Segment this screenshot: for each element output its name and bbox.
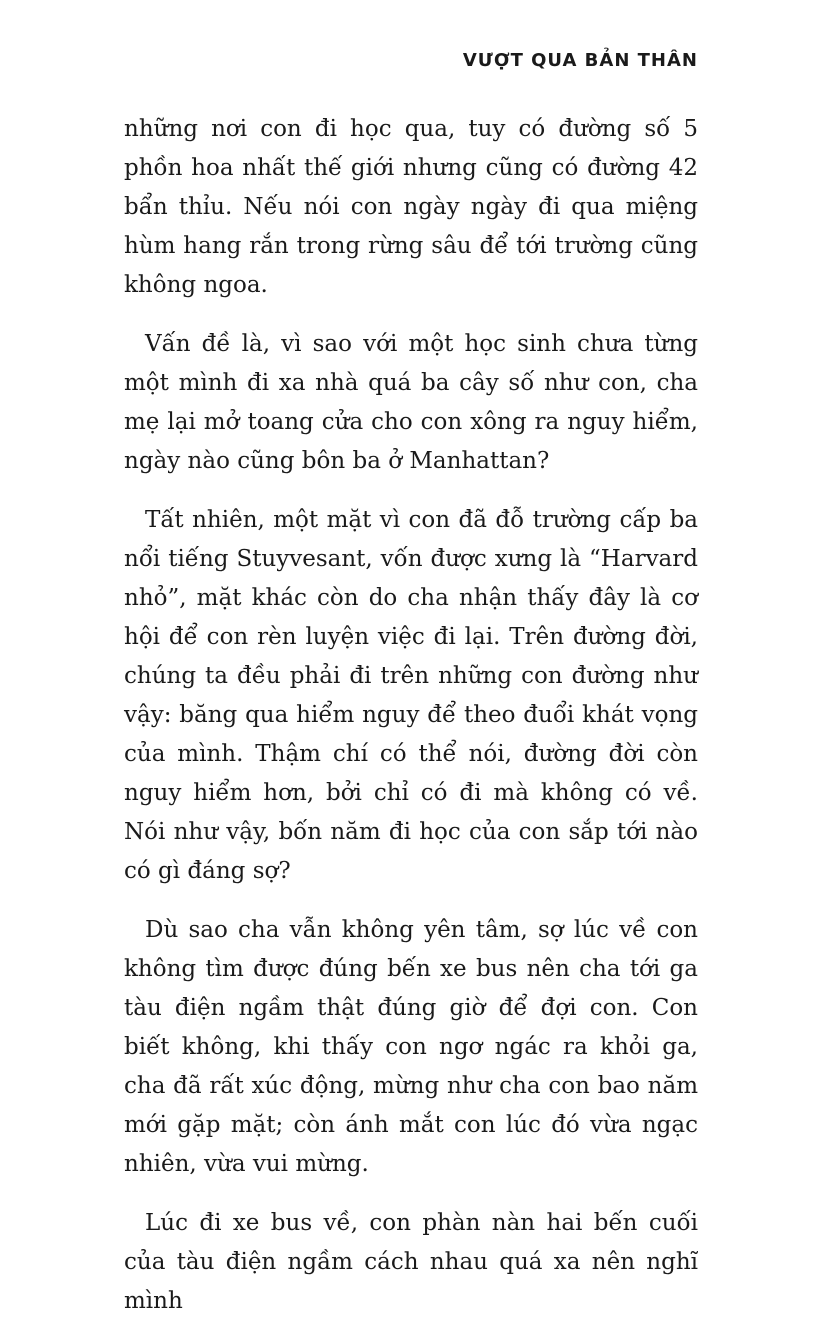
body-text [124, 110, 698, 1341]
running-header-title: VƯỢT QUA BẢN THÂN [462, 50, 698, 71]
paragraph: Dù sao cha vẫn không yên tâm, sợ lúc về con không tìm được đúng bến xe bus nên cha tới ga tàu điện ngầm thật đúng giờ để đợi con. Con biết không, khi thấy con ngơ ngác ra khỏi ga, cha đã rất xúc động, mừng như cha con bao năm mới gặp mặt; còn ánh mắt con lúc đó vừa ngạc nhiên, vừa vui mừng. [124, 917, 698, 1177]
paragraph-continued: những nơi con đi học qua, tuy có đường số 5 phồn hoa nhất thế giới nhưng cũng có đường 42 bẩn thỉu. Nếu nói con ngày ngày đi qua miệng hùm hang rắn trong rừng sâu để tới trường cũng không ngoa. [124, 116, 698, 298]
paragraph: Lúc đi xe bus về, con phàn nàn hai bến cuối của tàu điện ngầm cách nhau quá xa nên nghĩ mình [124, 1210, 698, 1314]
paragraph: Vấn đề là, vì sao với một học sinh chưa từng một mình đi xa nhà quá ba cây số như con, cha mẹ lại mở toang cửa cho con xông ra nguy hiểm, ngày nào cũng bôn ba ở Manhattan? [124, 331, 698, 474]
paragraph: Tất nhiên, một mặt vì con đã đỗ trường cấp ba nổi tiếng Stuyvesant, vốn được xưng là “Harvard nhỏ”, mặt khác còn do cha nhận thấy đây là cơ hội để con rèn luyện việc đi lại. Trên đường đời, chúng ta đều phải đi trên những con đường như vậy: băng qua hiểm nguy để theo đuổi khát vọng của mình. Thậm chí có thể nói, đường đời còn nguy hiểm hơn, bởi chỉ có đi mà không có về. Nói như vậy, bốn năm đi học của con sắp tới nào có gì đáng sợ? [124, 507, 698, 884]
